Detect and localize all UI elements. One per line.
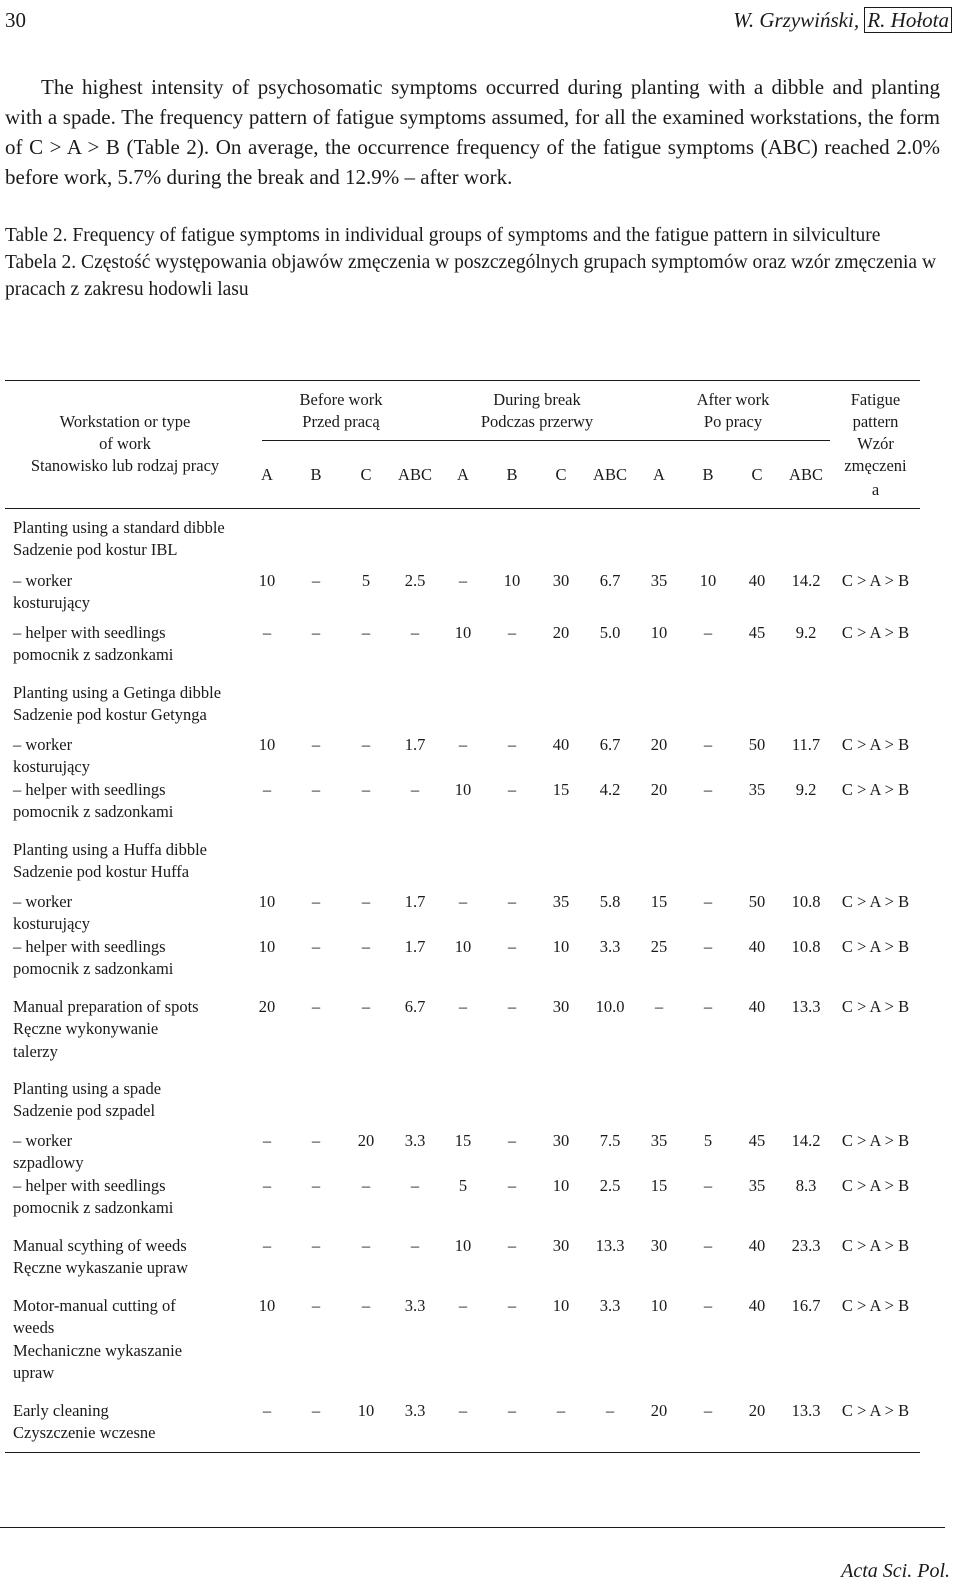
row-label-line: upraw: [13, 1362, 55, 1382]
table-cell: –: [458, 735, 468, 754]
table-cell: 1.7: [404, 735, 426, 754]
header-subcol-c: C: [751, 465, 763, 484]
header-pattern-line: zmęczeni: [844, 456, 907, 475]
header-pattern-line: a: [871, 480, 880, 499]
fatigue-pattern-cell: C > A > B: [841, 1401, 910, 1420]
table-cell: 35: [650, 571, 668, 590]
table-cell: –: [361, 937, 371, 956]
row-label-line: kosturujący: [13, 757, 90, 777]
header-pattern-line: Wzór: [857, 434, 894, 453]
row-label-line: talerzy: [13, 1041, 58, 1061]
table-cell: 13.3: [791, 1401, 821, 1420]
table-cell: 13.3: [791, 997, 821, 1016]
table-cell: 6.7: [404, 997, 426, 1016]
fatigue-pattern-cell: C > A > B: [841, 1176, 910, 1195]
row-label-line: – helper with seedlings: [13, 623, 166, 642]
header-group-pl: Przed pracą: [302, 412, 380, 431]
table-cell: –: [361, 892, 371, 911]
table-cell: 6.7: [599, 571, 621, 590]
table-cell: –: [262, 1131, 272, 1150]
table-cell: –: [311, 997, 321, 1016]
row-label-line: Ręczne wykaszanie upraw: [13, 1258, 188, 1278]
table-cell: 15: [650, 1176, 668, 1195]
header-workstation-line: of work: [99, 434, 151, 453]
table-rule: [5, 380, 920, 381]
row-label-line: Manual preparation of spots: [13, 997, 199, 1016]
table-cell: –: [311, 1131, 321, 1150]
row-label-line: Early cleaning: [13, 1401, 109, 1420]
row-label-line: – helper with seedlings: [13, 1176, 166, 1195]
table-cell: –: [311, 571, 321, 590]
table-cell: 10: [650, 623, 668, 642]
row-label-line: Planting using a Getinga dibble: [13, 683, 222, 702]
table-cell: 4.2: [599, 780, 621, 799]
table-cell: –: [507, 1176, 517, 1195]
header-group-en: Before work: [299, 390, 383, 409]
table-cell: –: [703, 623, 713, 642]
table-cell: –: [311, 623, 321, 642]
table-cell: 3.3: [404, 1296, 426, 1315]
row-label-line: Manual scything of weeds: [13, 1236, 187, 1255]
table-cell: –: [410, 1176, 420, 1195]
table-cell: 10: [454, 1236, 472, 1255]
row-label-line: weeds: [13, 1318, 55, 1338]
row-label-line: – worker: [13, 892, 73, 911]
table-cell: 15: [650, 892, 668, 911]
header-subcol-a: A: [653, 465, 665, 484]
header-subcol-c: C: [360, 465, 372, 484]
table-cell: 3.3: [599, 937, 621, 956]
table-cell: 10: [552, 1296, 570, 1315]
header-group-pl: Po pracy: [703, 412, 763, 431]
table-cell: –: [703, 1236, 713, 1255]
table-cell: 20: [650, 735, 668, 754]
table-cell: –: [361, 997, 371, 1016]
table-cell: 9.2: [795, 623, 817, 642]
table-cell: –: [507, 1236, 517, 1255]
header-pattern-line: Fatigue: [850, 390, 901, 409]
table-cell: 30: [552, 1131, 570, 1150]
table-cell: 25: [650, 937, 668, 956]
table-cell: –: [507, 997, 517, 1016]
table-cell: 10: [454, 937, 472, 956]
fatigue-pattern-cell: C > A > B: [841, 1236, 910, 1255]
table-cell: 35: [650, 1131, 668, 1150]
header-subcol-b: B: [702, 465, 714, 484]
table-cell: –: [605, 1401, 615, 1420]
row-label-line: Sadzenie pod kostur IBL: [13, 540, 178, 560]
table-cell: –: [507, 1296, 517, 1315]
table-cell: 40: [748, 1296, 766, 1315]
fatigue-pattern-cell: C > A > B: [841, 892, 910, 911]
table-cell: –: [262, 623, 272, 642]
fatigue-pattern-cell: C > A > B: [841, 735, 910, 754]
table-cell: 40: [748, 571, 766, 590]
table-cell: –: [311, 1401, 321, 1420]
table-cell: 40: [748, 937, 766, 956]
fatigue-pattern-cell: C > A > B: [841, 937, 910, 956]
header-subcol-c: C: [555, 465, 567, 484]
table-cell: 23.3: [791, 1236, 821, 1255]
row-label-line: Sadzenie pod kostur Getynga: [13, 705, 207, 725]
header-group-en: After work: [696, 390, 770, 409]
table-cell: –: [703, 892, 713, 911]
row-label-line: Sadzenie pod szpadel: [13, 1101, 156, 1121]
table-cell: 8.3: [795, 1176, 817, 1195]
table-captions: [5, 222, 940, 303]
table-cell: 10: [454, 623, 472, 642]
table-cell: –: [703, 1296, 713, 1315]
table-caption-pl: Tabela 2. Częstość występowania objawów zmęczenia w poszczególnych grupach symptomów oraz wzór zmęczenia w pracach z zakresu hodowli lasu: [5, 252, 937, 300]
table-cell: 10: [503, 571, 521, 590]
table-rule: [5, 1452, 920, 1453]
header-workstation-line: Stanowisko lub rodzaj pracy: [30, 456, 220, 475]
table-cell: –: [703, 997, 713, 1016]
fatigue-pattern-cell: C > A > B: [841, 1131, 910, 1150]
table-cell: 5.0: [599, 623, 621, 642]
table-cell: –: [311, 1236, 321, 1255]
table-cell: 5: [703, 1131, 713, 1150]
table-rule: [262, 440, 830, 441]
header-subcol-abc: ABC: [593, 465, 627, 484]
row-label-line: – helper with seedlings: [13, 937, 166, 956]
row-label-line: Sadzenie pod kostur Huffa: [13, 862, 190, 882]
row-label-line: – worker: [13, 571, 73, 590]
journal-footer: Acta Sci. Pol.: [841, 1560, 950, 1582]
table-cell: –: [361, 623, 371, 642]
table-cell: 2.5: [404, 571, 426, 590]
table-cell: –: [311, 780, 321, 799]
row-label-line: kosturujący: [13, 593, 90, 613]
table-cell: –: [262, 1176, 272, 1195]
table-rule: [5, 508, 920, 509]
fatigue-pattern-cell: C > A > B: [841, 571, 910, 590]
row-label-line: – worker: [13, 735, 73, 754]
row-label-line: kosturujący: [13, 914, 90, 934]
row-label-line: Czyszczenie wczesne: [13, 1423, 156, 1443]
table-cell: 5: [361, 571, 371, 590]
header-subcol-abc: ABC: [398, 465, 432, 484]
table-cell: –: [361, 1296, 371, 1315]
table-cell: –: [458, 892, 468, 911]
table-cell: –: [458, 1401, 468, 1420]
table-cell: 10: [258, 1296, 276, 1315]
table-cell: 20: [748, 1401, 766, 1420]
table-cell: –: [507, 1401, 517, 1420]
table-cell: 45: [748, 623, 766, 642]
row-label-line: Mechaniczne wykaszanie: [13, 1340, 183, 1360]
header-group-en: During break: [493, 390, 581, 409]
table-cell: –: [458, 1296, 468, 1315]
table-cell: 11.7: [791, 735, 821, 754]
table-cell: 16.7: [791, 1296, 821, 1315]
header-pattern-line: pattern: [852, 412, 899, 431]
table-cell: 35: [748, 1176, 766, 1195]
row-label-line: pomocnik z sadzonkami: [13, 1198, 174, 1218]
table-cell: –: [410, 623, 420, 642]
table-cell: –: [361, 780, 371, 799]
body-text: The highest intensity of psychosomatic symptoms occurred during planting with a dibble and planting with a spade. The frequency pattern of fatigue symptoms assumed, for all the examined workstations, the form of C > A > B (Table 2). On average, the occurrence frequency of the fatigue symptoms (ABC) reached 2.0% before work, 5.7% during the break and 12.9% – after work.: [5, 75, 940, 189]
row-label-line: pomocnik z sadzonkami: [13, 645, 174, 665]
row-label-line: szpadlowy: [13, 1153, 84, 1173]
table-cell: 6.7: [599, 735, 621, 754]
table-cell: –: [703, 937, 713, 956]
header-subcol-a: A: [261, 465, 273, 484]
table-rule: [0, 1527, 945, 1528]
table-cell: 5: [458, 1176, 468, 1195]
table-cell: –: [262, 780, 272, 799]
table-cell: 20: [258, 997, 276, 1016]
table-cell: 40: [748, 997, 766, 1016]
authors-boxed: R. Hołota: [864, 7, 952, 33]
table-cell: 3.3: [404, 1401, 426, 1420]
table-cell: 14.2: [791, 571, 821, 590]
row-label-line: Planting using a Huffa dibble: [13, 840, 208, 859]
table-cell: –: [507, 937, 517, 956]
row-label-line: pomocnik z sadzonkami: [13, 802, 174, 822]
table-cell: 13.3: [595, 1236, 625, 1255]
row-label-line: Planting using a standard dibble: [13, 518, 225, 537]
header-subcol-a: A: [457, 465, 469, 484]
table-cell: –: [507, 623, 517, 642]
table-cell: –: [410, 780, 420, 799]
header-subcol-b: B: [310, 465, 322, 484]
table-cell: 50: [748, 892, 766, 911]
table-cell: 9.2: [795, 780, 817, 799]
body-paragraph: [5, 72, 940, 192]
table-cell: 15: [552, 780, 570, 799]
table-cell: –: [703, 1176, 713, 1195]
row-label-line: Motor-manual cutting of: [13, 1296, 176, 1315]
table-cell: 10.8: [791, 892, 821, 911]
table-cell: 45: [748, 1131, 766, 1150]
table-cell: 20: [650, 780, 668, 799]
table-cell: 10: [699, 571, 717, 590]
row-label-line: Ręczne wykonywanie: [13, 1019, 159, 1039]
table-cell: 14.2: [791, 1131, 821, 1150]
table-cell: –: [507, 1131, 517, 1150]
table-cell: 40: [748, 1236, 766, 1255]
page-number: 30: [5, 8, 26, 32]
table-cell: 30: [552, 997, 570, 1016]
row-label-line: – helper with seedlings: [13, 780, 166, 799]
table-cell: –: [654, 997, 664, 1016]
table-caption-en: Table 2. Frequency of fatigue symptoms in individual groups of symptoms and the fatigue pattern in silviculture: [5, 225, 881, 246]
running-head-authors: [733, 8, 952, 33]
table-cell: 7.5: [599, 1131, 621, 1150]
table-cell: –: [311, 892, 321, 911]
table-cell: –: [361, 1236, 371, 1255]
row-label-line: pomocnik z sadzonkami: [13, 959, 174, 979]
table-cell: –: [311, 1176, 321, 1195]
table-cell: 50: [748, 735, 766, 754]
row-label-line: Planting using a spade: [13, 1079, 162, 1098]
table-cell: –: [311, 735, 321, 754]
table-cell: –: [361, 1176, 371, 1195]
table-cell: –: [458, 571, 468, 590]
table-cell: 10.8: [791, 937, 821, 956]
table-cell: –: [410, 1236, 420, 1255]
table-cell: 40: [552, 735, 570, 754]
fatigue-pattern-cell: C > A > B: [841, 780, 910, 799]
header-subcol-b: B: [506, 465, 518, 484]
table-cell: –: [262, 1236, 272, 1255]
table-cell: 10: [357, 1401, 375, 1420]
row-label-line: – worker: [13, 1131, 73, 1150]
table-cell: –: [507, 892, 517, 911]
table-cell: –: [262, 1401, 272, 1420]
table-cell: –: [556, 1401, 566, 1420]
table-cell: –: [458, 997, 468, 1016]
table-cell: 1.7: [404, 892, 426, 911]
table-cell: –: [703, 735, 713, 754]
table-cell: 10: [552, 937, 570, 956]
table-cell: –: [311, 937, 321, 956]
table-cell: 10: [258, 735, 276, 754]
table-cell: 15: [454, 1131, 472, 1150]
table-cell: 30: [552, 1236, 570, 1255]
table-cell: –: [507, 780, 517, 799]
table-cell: 20: [552, 623, 570, 642]
table-cell: –: [703, 1401, 713, 1420]
table-cell: 10: [258, 892, 276, 911]
table-cell: 2.5: [599, 1176, 621, 1195]
table-cell: 35: [552, 892, 570, 911]
table-cell: 10: [258, 937, 276, 956]
table-cell: 10.0: [595, 997, 625, 1016]
table-cell: –: [703, 780, 713, 799]
table-cell: 10: [552, 1176, 570, 1195]
table-cell: 3.3: [404, 1131, 426, 1150]
header-workstation-line: Workstation or type: [59, 412, 191, 431]
table-cell: 30: [650, 1236, 668, 1255]
table-cell: –: [311, 1296, 321, 1315]
header-group-pl: Podczas przerwy: [480, 412, 594, 431]
table-cell: 10: [454, 780, 472, 799]
table-cell: 10: [650, 1296, 668, 1315]
table-cell: 1.7: [404, 937, 426, 956]
table-cell: 5.8: [599, 892, 621, 911]
fatigue-pattern-cell: C > A > B: [841, 623, 910, 642]
fatigue-pattern-cell: C > A > B: [841, 1296, 910, 1315]
table-cell: 20: [357, 1131, 375, 1150]
fatigue-pattern-cell: C > A > B: [841, 997, 910, 1016]
table-cell: –: [361, 735, 371, 754]
table-cell: –: [507, 735, 517, 754]
table-cell: 10: [258, 571, 276, 590]
page-header: [5, 8, 952, 38]
table-cell: 3.3: [599, 1296, 621, 1315]
table-cell: 30: [552, 571, 570, 590]
authors-prefix: W. Grzywiński,: [733, 8, 865, 32]
table-cell: 35: [748, 780, 766, 799]
header-subcol-abc: ABC: [789, 465, 823, 484]
table-cell: 20: [650, 1401, 668, 1420]
